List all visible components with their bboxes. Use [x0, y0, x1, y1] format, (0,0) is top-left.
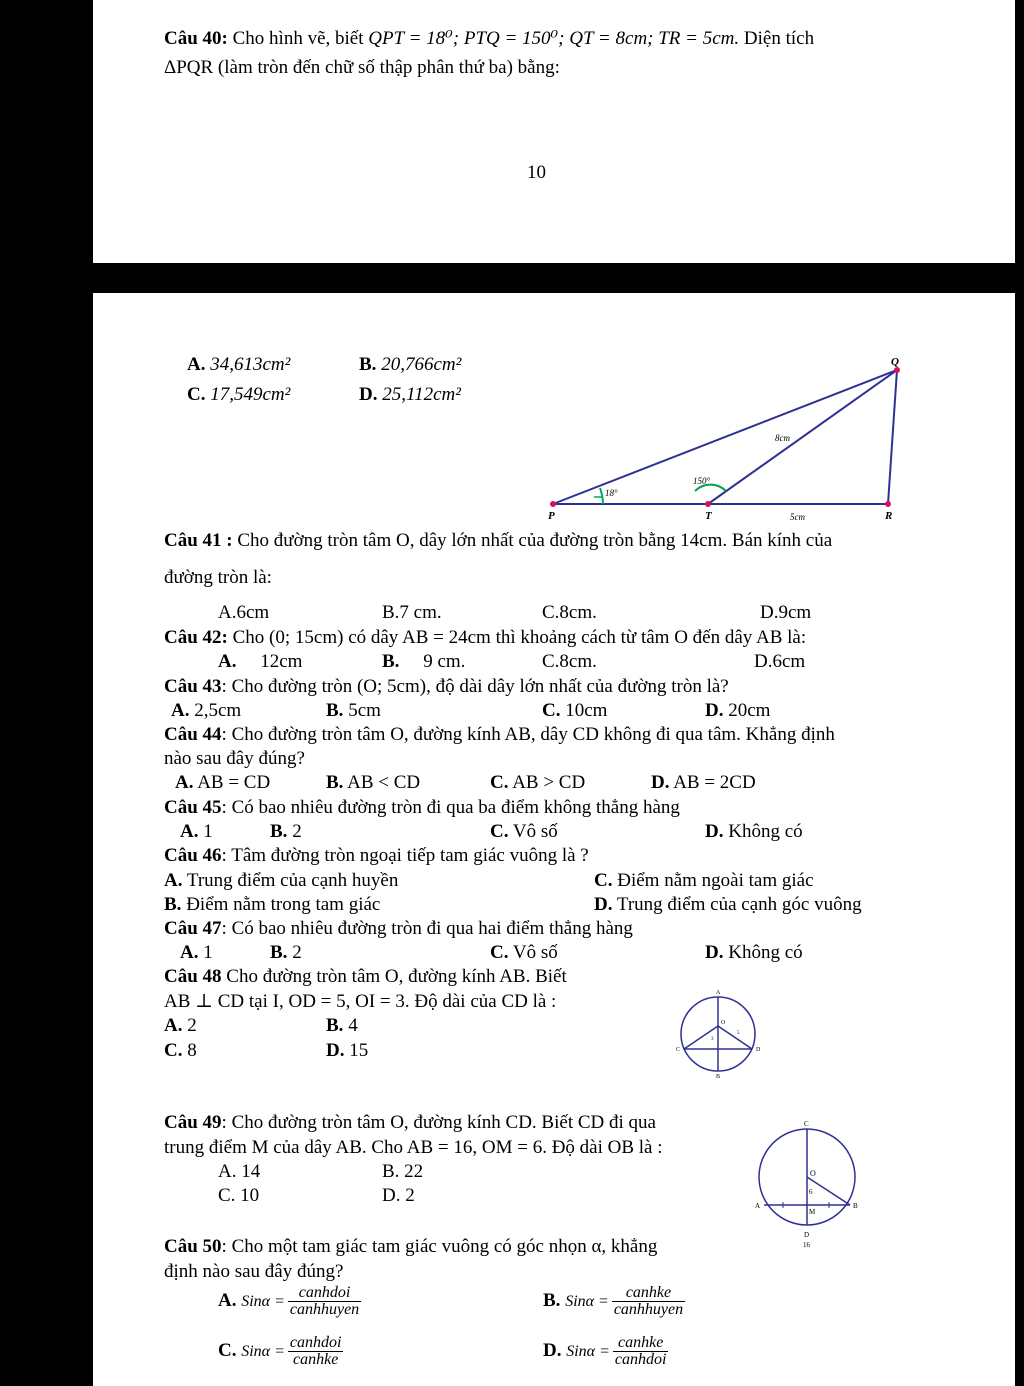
option-value: Không có: [728, 942, 803, 963]
option-value: Vô số: [512, 821, 558, 842]
option-value: 34,613cm²: [210, 354, 291, 375]
option-value: 4: [348, 1015, 358, 1036]
option-letter: C.: [490, 942, 509, 963]
fraction-numerator: canhdoi: [289, 1334, 342, 1351]
q48-line1: [164, 967, 567, 988]
q47-line: [164, 919, 633, 940]
label-six: 6: [809, 1188, 813, 1196]
fraction-denominator: canhhuyen: [289, 1301, 360, 1318]
option-value: Trung điểm của cạnh huyền: [186, 870, 399, 891]
q48-option-d: [326, 1041, 368, 1062]
option-letter: A.: [187, 354, 206, 375]
label-angle-p: 18°: [605, 488, 618, 498]
option-value: 1: [203, 942, 213, 963]
q48-option-c: [164, 1041, 197, 1062]
q45-line: [164, 798, 680, 819]
q49-text1: : Cho đường tròn tâm O, đường kính CD. Biết CD đi qua: [221, 1112, 656, 1133]
option-letter: D.: [705, 821, 724, 842]
option-lhs: Sinα =: [241, 1342, 285, 1360]
option-value: 25,112cm²: [382, 384, 461, 405]
q41-option-d: D.9cm: [760, 602, 812, 623]
q50-option-d: [543, 1335, 668, 1368]
q41-line2: đường tròn là:: [164, 567, 272, 588]
q47-option-b: [270, 943, 302, 964]
option-letter: A.: [171, 700, 190, 721]
fraction: [288, 1285, 361, 1318]
q40-option-c: [187, 385, 290, 406]
label-b: B: [853, 1202, 858, 1210]
option-letter: A.: [164, 870, 183, 891]
q41-label: Câu 41 :: [164, 530, 233, 551]
q43-option-a: [171, 701, 241, 722]
option-letter: C.: [594, 870, 613, 891]
label-d: D: [804, 1231, 810, 1239]
fraction-numerator: canhke: [612, 1285, 685, 1302]
q40-math: QPT = 18⁰; PTQ = 150⁰; QT = 8cm; TR = 5cm.: [368, 28, 740, 49]
label-five: 5: [737, 1031, 740, 1036]
label-m: M: [809, 1208, 816, 1216]
label-tr: 5cm: [790, 512, 805, 522]
fraction-numerator: canhdoi: [288, 1285, 361, 1302]
fraction: [612, 1285, 685, 1318]
q46-label: Câu 46: [164, 845, 222, 866]
option-value: 2: [292, 942, 302, 963]
q43-option-d: [705, 701, 770, 722]
option-value: Vô số: [512, 942, 558, 963]
label-angle-t: 150°: [693, 476, 711, 486]
label-three: 3: [711, 1037, 714, 1042]
option-value: 1: [203, 821, 213, 842]
option-letter: D.: [705, 942, 724, 963]
q40-text2: Diện tích: [743, 28, 815, 49]
q49-circle-figure: [753, 1119, 863, 1257]
q49-line1: [164, 1113, 656, 1134]
q48-line2: AB ⊥ CD tại I, OD = 5, OI = 3. Độ dài của CD là :: [164, 991, 557, 1012]
point-t: [705, 501, 711, 507]
q48-text1: Cho đường tròn tâm O, đường kính AB. Biết: [226, 966, 567, 987]
option-letter: B.: [326, 700, 344, 721]
option-letter: C.: [164, 1040, 183, 1061]
option-letter: D.: [594, 894, 613, 915]
q48-option-b: [326, 1016, 358, 1037]
segment-qr: [888, 370, 897, 504]
q50-option-a: [218, 1285, 361, 1318]
q46-option-d: [594, 895, 862, 916]
q41-text1: Cho đường tròn tâm O, dây lớn nhất của đường tròn bằng 14cm. Bán kính của: [237, 530, 833, 551]
angle-p-arc: [600, 488, 603, 504]
label-a: A: [716, 990, 721, 996]
label-o: O: [721, 1020, 726, 1026]
option-letter: C.: [187, 384, 206, 405]
q44-option-c: [490, 773, 585, 794]
q44-line1: [164, 725, 835, 746]
segment-tq: [708, 370, 897, 504]
segment-ob: [807, 1177, 850, 1205]
option-letter: B.: [382, 651, 400, 672]
option-letter: B.: [270, 942, 288, 963]
option-value: 2: [292, 821, 302, 842]
segment-od: [718, 1026, 752, 1049]
q40-triangle-figure: [545, 353, 925, 523]
fraction-denominator: canhdoi: [614, 1351, 667, 1368]
option-value: 17,549cm²: [210, 384, 291, 405]
label-a: A: [755, 1202, 761, 1210]
label-c: C: [676, 1047, 681, 1053]
option-letter: C.: [218, 1339, 237, 1361]
q42-option-d: D.6cm: [754, 651, 806, 672]
option-letter: B.: [326, 772, 344, 793]
fraction-denominator: canhke: [292, 1351, 339, 1368]
label-r: R: [885, 510, 893, 522]
label-c: C: [804, 1120, 809, 1128]
q44-option-b: [326, 773, 420, 794]
option-value: AB = 2CD: [673, 772, 756, 793]
q43-option-b: [326, 701, 381, 722]
q44-text1: : Cho đường tròn tâm O, đường kính AB, dây CD không đi qua tâm. Khẳng định: [221, 724, 835, 745]
q44-option-a: [175, 773, 270, 794]
q45-option-c: [490, 822, 558, 843]
page-main: [93, 293, 1015, 1386]
center-number: 10: [527, 162, 546, 183]
option-letter: A.: [218, 1289, 237, 1311]
option-value: AB > CD: [512, 772, 586, 793]
q50-option-b: [543, 1285, 685, 1318]
q41-line1: [164, 531, 832, 552]
label-q: Q: [891, 356, 899, 368]
option-value: 12cm: [260, 651, 303, 672]
q50-line2: định nào sau đây đúng?: [164, 1261, 344, 1282]
q44-option-d: [651, 773, 756, 794]
option-value: 10cm: [565, 700, 608, 721]
option-letter: C.: [490, 821, 509, 842]
option-value: 15: [349, 1040, 369, 1061]
option-value: Trung điểm của cạnh góc vuông: [616, 894, 862, 915]
q45-label: Câu 45: [164, 797, 222, 818]
option-value: 8: [187, 1040, 197, 1061]
q42-label: Câu 42:: [164, 627, 228, 648]
q46-text: : Tâm đường tròn ngoại tiếp tam giác vuông là ?: [221, 845, 589, 866]
label-sixteen: 16: [803, 1241, 810, 1249]
q45-option-b: [270, 822, 302, 843]
q50-line1: [164, 1237, 657, 1258]
q46-option-a: [164, 871, 398, 892]
q49-line2: trung điểm M của dây AB. Cho AB = 16, OM = 6. Độ dài OB là :: [164, 1137, 663, 1158]
q40-line2: ΔPQR (làm tròn đến chữ số thập phân thứ ba) bằng:: [164, 57, 560, 78]
option-value: Điểm nằm ngoài tam giác: [617, 870, 814, 891]
label-d: D: [756, 1047, 761, 1053]
q49-option-d: D. 2: [382, 1185, 415, 1206]
q44-line2: nào sau đây đúng?: [164, 748, 305, 769]
q43-text: : Cho đường tròn (O; 5cm), độ dài dây lớn nhất của đường tròn là?: [221, 676, 729, 697]
q49-option-b: B. 22: [382, 1161, 424, 1182]
q42-option-a: [218, 652, 302, 673]
option-letter: B.: [270, 821, 288, 842]
option-value: Điểm nằm trong tam giác: [186, 894, 381, 915]
q44-label: Câu 44: [164, 724, 222, 745]
fraction-denominator: canhhuyen: [613, 1301, 684, 1318]
q48-option-a: [164, 1016, 197, 1037]
q50-label: Câu 50: [164, 1236, 222, 1257]
point-r: [885, 501, 891, 507]
q45-option-a: [180, 822, 213, 843]
q40-text1: Cho hình vẽ, biết: [232, 28, 364, 49]
option-value: AB = CD: [197, 772, 271, 793]
option-letter: A.: [218, 651, 237, 672]
q50-option-c: [218, 1335, 343, 1368]
fraction-numerator: canhke: [613, 1335, 669, 1352]
option-lhs: Sinα =: [566, 1342, 610, 1360]
option-letter: D.: [543, 1339, 562, 1361]
label-p: P: [548, 510, 555, 522]
q45-text: : Có bao nhiêu đường tròn đi qua ba điểm không thẳng hàng: [221, 797, 680, 818]
q46-option-b: [164, 895, 380, 916]
q45-option-d: [705, 822, 803, 843]
option-lhs: Sinα =: [241, 1292, 285, 1310]
q46-option-c: [594, 871, 814, 892]
q41-option-c: C.8cm.: [542, 602, 597, 623]
point-p: [550, 501, 556, 507]
option-letter: D.: [326, 1040, 345, 1061]
q40-line1: [164, 29, 814, 50]
option-value: AB < CD: [347, 772, 421, 793]
fraction: [613, 1335, 669, 1368]
label-o: O: [810, 1169, 816, 1178]
option-letter: D.: [359, 384, 378, 405]
q49-label: Câu 49: [164, 1112, 222, 1133]
q47-option-d: [705, 943, 803, 964]
q40-label: Câu 40:: [164, 28, 228, 49]
q47-text: : Có bao nhiêu đường tròn đi qua hai điểm thẳng hàng: [221, 918, 633, 939]
q47-option-c: [490, 943, 558, 964]
q47-option-a: [180, 943, 213, 964]
option-letter: A.: [164, 1015, 183, 1036]
q43-option-c: [542, 701, 607, 722]
option-value: 2: [187, 1015, 197, 1036]
option-lhs: Sinα =: [565, 1292, 609, 1310]
option-value: 9 cm.: [423, 651, 466, 672]
q48-label: Câu 48: [164, 966, 222, 987]
label-t: T: [705, 510, 712, 522]
q42-text: Cho (0; 15cm) có dây AB = 24cm thì khoảng cách từ tâm O đến dây AB là:: [232, 627, 807, 648]
option-letter: B.: [543, 1289, 561, 1311]
q49-option-a: A. 14: [218, 1161, 261, 1182]
option-letter: A.: [180, 821, 199, 842]
segment-pq: [553, 370, 897, 504]
q41-option-a: A.6cm: [218, 602, 270, 623]
option-value: 2,5cm: [194, 700, 242, 721]
option-letter: C.: [490, 772, 509, 793]
option-value: 20cm: [728, 700, 771, 721]
q48-circle-figure: [673, 986, 773, 1078]
option-letter: C.: [542, 700, 561, 721]
q43-label: Câu 43: [164, 676, 222, 697]
q40-option-b: [359, 355, 461, 376]
fraction: [288, 1335, 344, 1368]
q40-option-a: [187, 355, 290, 376]
q42-line: [164, 628, 806, 649]
option-letter: D.: [705, 700, 724, 721]
q41-option-b: B.7 cm.: [382, 602, 442, 623]
option-letter: A.: [180, 942, 199, 963]
label-b: B: [716, 1074, 721, 1078]
option-letter: B.: [359, 354, 377, 375]
option-letter: B.: [164, 894, 182, 915]
option-letter: A.: [175, 772, 194, 793]
q42-option-b: [382, 652, 465, 673]
option-value: Không có: [728, 821, 803, 842]
option-value: 5cm: [348, 700, 381, 721]
q42-option-c: C.8cm.: [542, 651, 597, 672]
label-qt: 8cm: [775, 433, 790, 443]
q40-option-d: [359, 385, 461, 406]
page-top: [93, 0, 1015, 263]
q43-line: [164, 677, 729, 698]
q50-text1: : Cho một tam giác tam giác vuông có góc nhọn α, khẳng: [221, 1236, 658, 1257]
option-letter: B.: [326, 1015, 344, 1036]
option-letter: D.: [651, 772, 670, 793]
option-value: 20,766cm²: [381, 354, 462, 375]
q47-label: Câu 47: [164, 918, 222, 939]
q46-line: [164, 846, 589, 867]
q49-option-c: C. 10: [218, 1185, 260, 1206]
